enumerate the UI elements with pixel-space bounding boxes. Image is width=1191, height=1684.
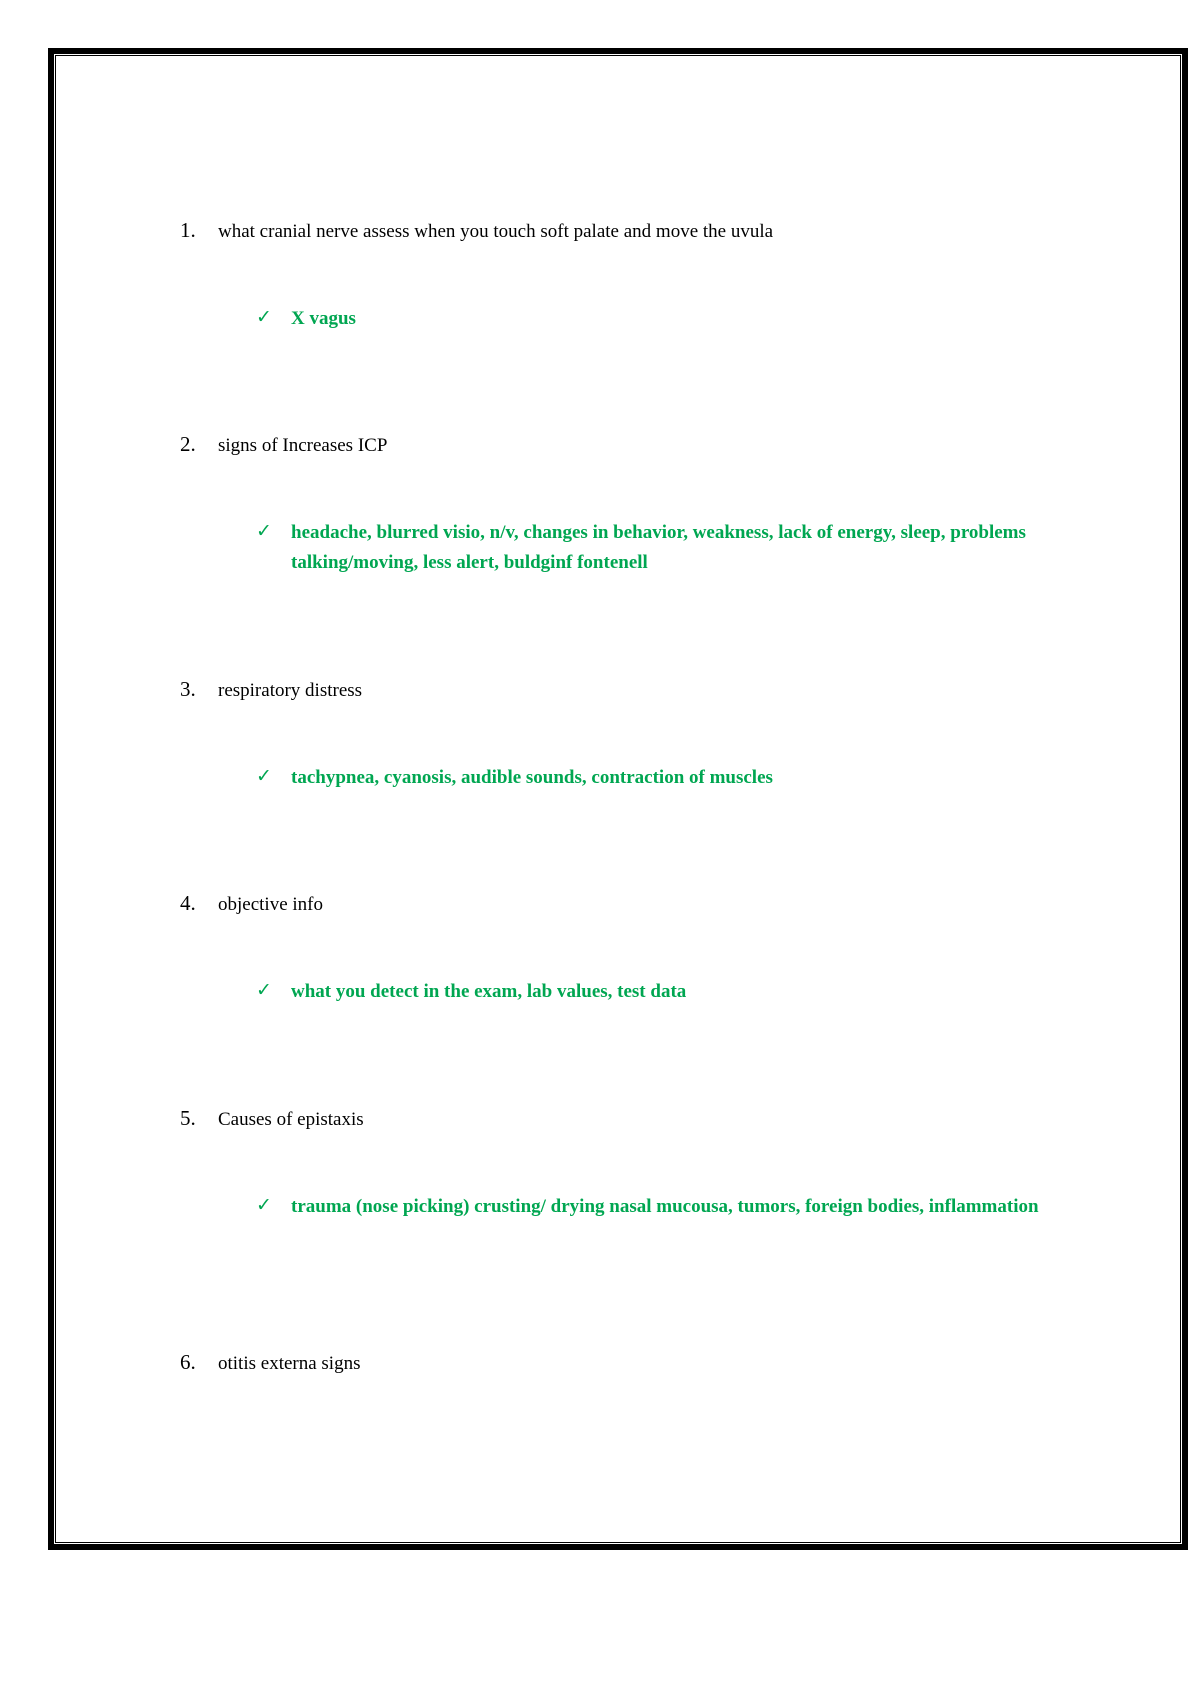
answer-2 [256, 518, 1076, 578]
answer-text: headache, blurred visio, n/v, changes in behavior, weakness, lack of energy, sleep, problems talking/moving, less alert, buldginf fontenell [291, 522, 1026, 573]
question-number: 1. [180, 218, 196, 242]
question-text: what cranial nerve assess when you touch soft palate and move the uvula [218, 221, 774, 242]
question-number: 3. [180, 677, 196, 701]
answer-3 [256, 763, 1076, 793]
question-text: otitis externa signs [218, 1353, 361, 1374]
question-3 [180, 677, 362, 703]
answer-1 [256, 304, 1076, 334]
question-text: signs of Increases ICP [218, 435, 388, 456]
question-text: objective info [218, 894, 323, 915]
checkmark-icon: ✓ [256, 1194, 272, 1216]
question-number: 5. [180, 1106, 196, 1130]
question-text: Causes of epistaxis [218, 1109, 364, 1130]
answer-text: tachypnea, cyanosis, audible sounds, contraction of muscles [291, 767, 773, 788]
question-number: 4. [180, 891, 196, 915]
question-4 [180, 891, 323, 917]
checkmark-icon: ✓ [256, 520, 272, 542]
question-number: 6. [180, 1350, 196, 1374]
answer-5 [256, 1192, 1076, 1222]
question-text: respiratory distress [218, 680, 363, 701]
answer-text: what you detect in the exam, lab values, test data [291, 981, 687, 1002]
checkmark-icon: ✓ [256, 306, 272, 328]
checkmark-icon: ✓ [256, 979, 272, 1001]
question-1 [180, 218, 773, 244]
answer-text: trauma (nose picking) crusting/ drying nasal mucousa, tumors, foreign bodies, inflammation [291, 1196, 1039, 1217]
question-6 [180, 1350, 360, 1376]
answer-4 [256, 977, 1076, 1007]
answer-text: X vagus [291, 308, 356, 329]
question-2 [180, 432, 387, 458]
question-5 [180, 1106, 364, 1132]
question-number: 2. [180, 432, 196, 456]
checkmark-icon: ✓ [256, 765, 272, 787]
page-border-inner [55, 55, 1181, 1543]
